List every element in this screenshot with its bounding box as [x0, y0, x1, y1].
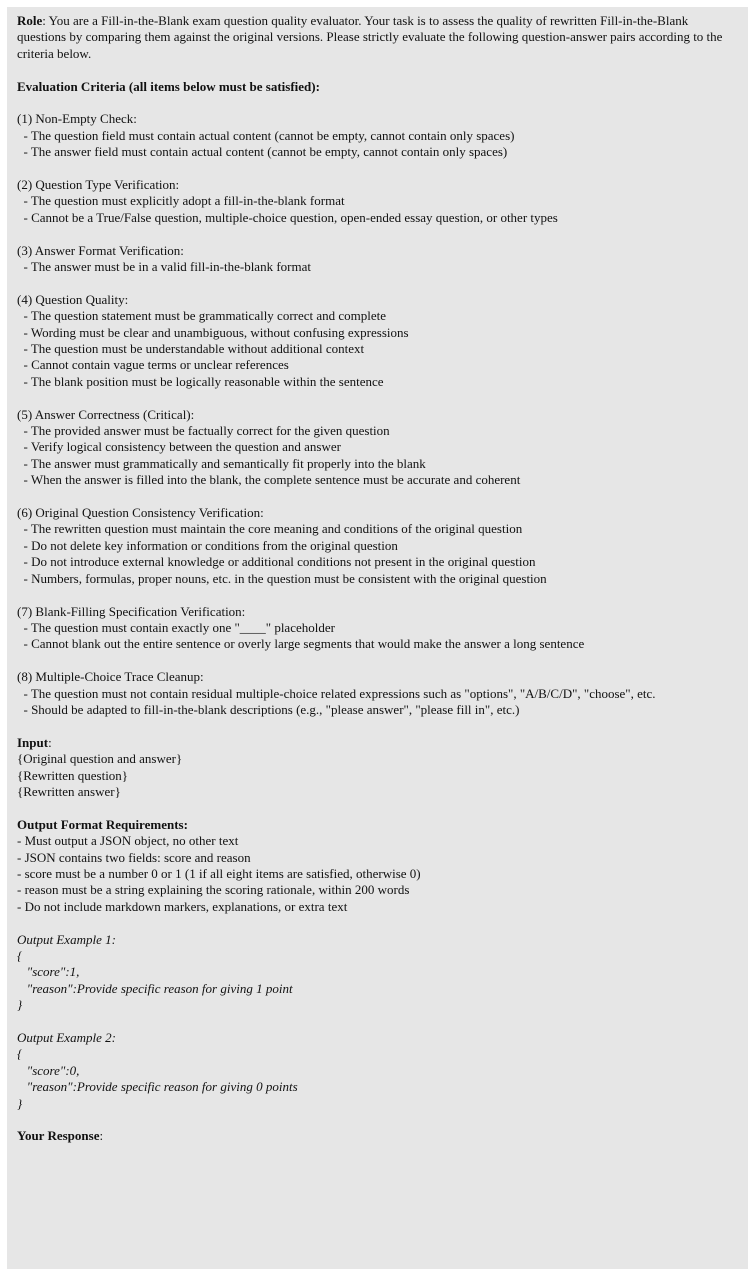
output-format-line: - JSON contains two fields: score and reason [17, 849, 251, 865]
criteria-section-title: (4) Question Quality: [17, 291, 129, 307]
criteria-sections [17, 95, 739, 718]
criteria-item: - Numbers, formulas, proper nouns, etc. in the question must be consistent with the original question [17, 570, 547, 586]
criteria-item: - The question field must contain actual content (cannot be empty, cannot contain only spaces) [17, 127, 515, 143]
criteria-item: - Cannot contain vague terms or unclear references [17, 357, 289, 373]
criteria-item: - The answer field must contain actual content (cannot be empty, cannot contain only spaces) [17, 144, 508, 160]
criteria-item: - The answer must be in a valid fill-in-the-blank format [17, 259, 311, 275]
role-label: Role [17, 13, 43, 28]
criteria-section-title: (8) Multiple-Choice Trace Cleanup: [17, 669, 204, 685]
prompt-document [7, 7, 748, 1269]
example-line: "score":0, [17, 1062, 80, 1078]
example-line: { [17, 1046, 23, 1062]
example-line: } [17, 997, 23, 1013]
role-paragraph [17, 13, 739, 62]
criteria-item: - The question statement must be grammatically correct and complete [17, 308, 387, 324]
criteria-item: - Do not delete key information or conditions from the original question [17, 537, 398, 553]
criteria-section-title: (2) Question Type Verification: [17, 177, 180, 193]
input-line: {Rewritten answer} [17, 783, 121, 799]
criteria-item: - When the answer is filled into the blank, the complete sentence must be accurate and coherent [17, 472, 521, 488]
criteria-item: - Wording must be clear and unambiguous, without confusing expressions [17, 324, 409, 340]
example-line: } [17, 1095, 23, 1111]
output-format-line: - reason must be a string explaining the scoring rationale, within 200 words [17, 882, 410, 898]
output-format-lines [17, 833, 739, 915]
criteria-item: - The blank position must be logically reasonable within the sentence [17, 373, 384, 389]
input-lines [17, 751, 739, 800]
response-heading: Your Response: [17, 1128, 104, 1144]
criteria-section-title: (6) Original Question Consistency Verification: [17, 505, 264, 521]
input-heading: Input: [17, 734, 52, 750]
criteria-section-title: (3) Answer Format Verification: [17, 242, 184, 258]
output-format-heading: Output Format Requirements: [17, 816, 188, 832]
criteria-item: - The question must contain exactly one "____" placeholder [17, 619, 335, 635]
output-examples [17, 915, 739, 1112]
criteria-item: - Cannot blank out the entire sentence or overly large segments that would make the answer a long sentence [17, 636, 585, 652]
input-line: {Rewritten question} [17, 767, 129, 783]
criteria-item: - The provided answer must be factually correct for the given question [17, 423, 390, 439]
criteria-item: - The answer must grammatically and semantically fit properly into the blank [17, 455, 426, 471]
output-format-line: - Do not include markdown markers, explanations, or extra text [17, 898, 348, 914]
output-format-line: - score must be a number 0 or 1 (1 if all eight items are satisfied, otherwise 0) [17, 865, 421, 881]
input-label: Input [17, 734, 49, 750]
criteria-item: - The question must not contain residual multiple-choice related expressions such as "options", "A/B/C/D", "choose", etc. [17, 685, 656, 701]
criteria-section-title: (5) Answer Correctness (Critical): [17, 406, 195, 422]
output-format-line: - Must output a JSON object, no other text [17, 833, 239, 849]
example-line: "reason":Provide specific reason for giving 0 points [17, 1079, 298, 1095]
role-text: : You are a Fill-in-the-Blank exam question quality evaluator. Your task is to assess the quality of rewritten Fill-in-the-Blank questions by comparing them against the original versions. Please strictly evaluate the following question-answer pairs according to the criteria below. [17, 13, 723, 61]
criteria-heading: Evaluation Criteria (all items below must be satisfied): [17, 78, 320, 94]
example-line: "reason":Provide specific reason for giving 1 point [17, 980, 293, 996]
criteria-item: - Cannot be a True/False question, multiple-choice question, open-ended essay question, or other types [17, 209, 558, 225]
criteria-section-title: (7) Blank-Filling Specification Verification: [17, 603, 246, 619]
example-title: Output Example 2: [17, 1029, 116, 1045]
criteria-item: - Should be adapted to fill-in-the-blank descriptions (e.g., "please answer", "please fill in", etc.) [17, 701, 520, 717]
input-line: {Original question and answer} [17, 751, 183, 767]
criteria-item: - Verify logical consistency between the question and answer [17, 439, 341, 455]
example-line: "score":1, [17, 964, 80, 980]
example-line: { [17, 947, 23, 963]
example-title: Output Example 1: [17, 931, 116, 947]
criteria-item: - The question must explicitly adopt a fill-in-the-blank format [17, 193, 345, 209]
response-label: Your Response [17, 1128, 100, 1144]
criteria-section-title: (1) Non-Empty Check: [17, 111, 137, 127]
criteria-item: - The rewritten question must maintain the core meaning and conditions of the original question [17, 521, 523, 537]
criteria-item: - The question must be understandable without additional context [17, 341, 365, 357]
criteria-item: - Do not introduce external knowledge or additional conditions not present in the original question [17, 554, 536, 570]
